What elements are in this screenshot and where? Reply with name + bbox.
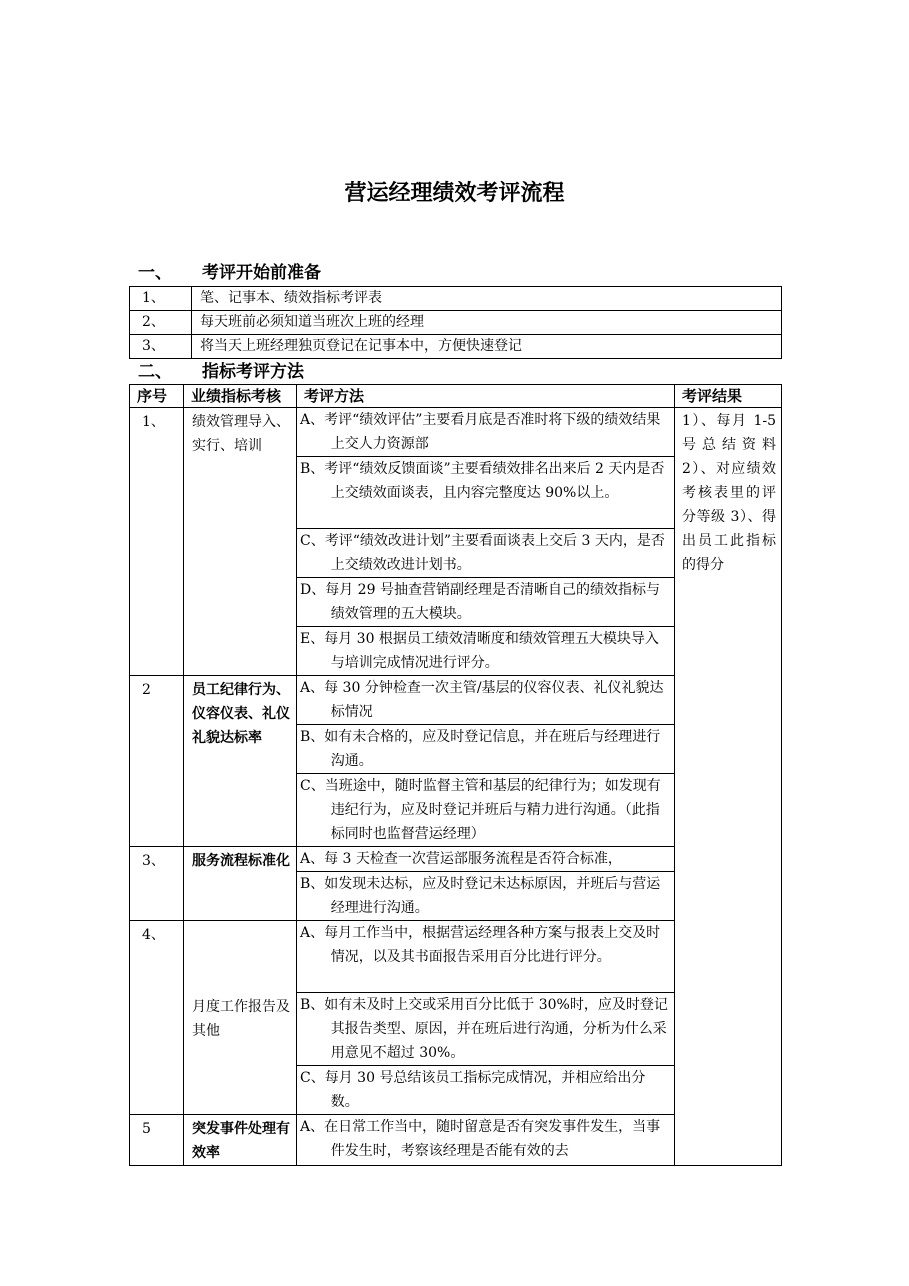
method-text: A、每月工作当中，根据营运经理各种方案与报表上交及时情况，以及其书面报告采用百分比进行评分。 <box>300 925 661 965</box>
row-kpi: 突发事件处理有效率 <box>184 1115 297 1166</box>
method-text: A、每 3 天检查一次营运部服务流程是否符合标准， <box>300 851 622 867</box>
method-cell <box>297 457 675 529</box>
method-cell <box>297 872 675 921</box>
method-cell <box>297 993 675 1066</box>
row-seq: 5 <box>130 1115 184 1166</box>
header-seq: 序号 <box>130 385 184 408</box>
page-title: 营运经理绩效考评流程 <box>344 181 565 206</box>
method-text: D、每月 29 号抽查营销副经理是否清晰自己的绩效指标与绩效管理的五大模块。 <box>300 582 660 622</box>
method-cell <box>297 1115 675 1166</box>
table-row <box>130 311 782 335</box>
section-label: 指标考评方法 <box>202 362 304 382</box>
method-text: A、在日常工作当中，随时留意是否有突发事件发生，当事件发生时，考察该经理是否能有效的去 <box>300 1119 661 1159</box>
table-row <box>130 335 782 359</box>
table-header-row <box>130 385 782 408</box>
row-kpi: 员工纪律行为、仪容仪表、礼仪礼貌达标率 <box>184 676 297 847</box>
result-cell: 1）、每月 1-5 号总结资料 2）、对应绩效考核表里的评分等级 3）、得出员工此指标的得分 <box>675 408 782 1166</box>
method-cell <box>297 725 675 774</box>
method-text: B、如有未及时上交或采用百分比低于 30%时，应及时登记其报告类型、原因，并在班后进行沟通，分析为什么采用意见不超过 30%。 <box>300 997 668 1061</box>
header-result: 考评结果 <box>675 385 782 408</box>
method-text: E、每月 30 根据员工绩效清晰度和绩效管理五大模块导入与培训完成情况进行评分。 <box>300 631 659 671</box>
row-seq: 2 <box>130 676 184 847</box>
row-kpi: 月度工作报告及其他 <box>184 921 297 1115</box>
section-label: 考评开始前准备 <box>202 263 321 283</box>
row-seq: 1、 <box>130 408 184 676</box>
method-cell <box>297 847 675 872</box>
row-text: 将当天上班经理独页登记在记事本中，方便快速登记 <box>192 335 782 359</box>
row-kpi: 绩效管理导入、实行、培训 <box>184 408 297 676</box>
method-cell <box>297 578 675 627</box>
method-cell <box>297 676 675 725</box>
preparation-table <box>129 286 782 359</box>
method-text: B、如有未合格的，应及时登记信息，并在班后与经理进行沟通。 <box>300 729 661 769</box>
row-kpi: 服务流程标准化 <box>184 847 297 921</box>
method-text: B、考评“绩效反馈面谈”主要看绩效排名出来后 2 天内是否上交绩效面谈表，且内容完整度达 90%以上。 <box>300 461 665 501</box>
section-heading-preparation <box>138 263 321 283</box>
row-number: 1、 <box>130 287 192 311</box>
section-number: 一、 <box>138 263 172 283</box>
method-cell <box>297 627 675 676</box>
method-cell <box>297 408 675 457</box>
method-text: C、当班途中，随时监督主管和基层的纪律行为；如发现有违纪行为，应及时登记并班后与精力进行沟通。（此指标同时也监督营运经理） <box>300 778 661 842</box>
header-kpi: 业绩指标考核 <box>184 385 297 408</box>
method-text: A、考评“绩效评估”主要看月底是否准时将下级的绩效结果上交人力资源部 <box>300 412 661 452</box>
method-cell <box>297 529 675 578</box>
row-text: 笔、记事本、绩效指标考评表 <box>192 287 782 311</box>
row-number: 3、 <box>130 335 192 359</box>
method-text: C、每月 30 号总结该员工指标完成情况，并相应给出分数。 <box>300 1070 646 1110</box>
header-method: 考评方法 <box>297 385 675 408</box>
table-row <box>130 287 782 311</box>
row-number: 2、 <box>130 311 192 335</box>
section-number: 二、 <box>138 362 172 382</box>
row-seq: 3、 <box>130 847 184 921</box>
method-cell <box>297 921 675 993</box>
row-text: 每天班前必须知道当班次上班的经理 <box>192 311 782 335</box>
method-text: C、考评“绩效改进计划”主要看面谈表上交后 3 天内，是否上交绩效改进计划书。 <box>300 533 665 573</box>
table-row <box>130 408 782 457</box>
section-heading-methods <box>138 362 304 382</box>
method-cell <box>297 774 675 847</box>
kpi-evaluation-table <box>129 384 782 1166</box>
method-text: A、每 30 分钟检查一次主管/基层的仪容仪表、礼仪礼貌达标情况 <box>300 680 664 720</box>
method-cell <box>297 1066 675 1115</box>
method-text: B、如发现未达标，应及时登记未达标原因，并班后与营运经理进行沟通。 <box>300 876 661 916</box>
row-seq: 4、 <box>130 921 184 1115</box>
